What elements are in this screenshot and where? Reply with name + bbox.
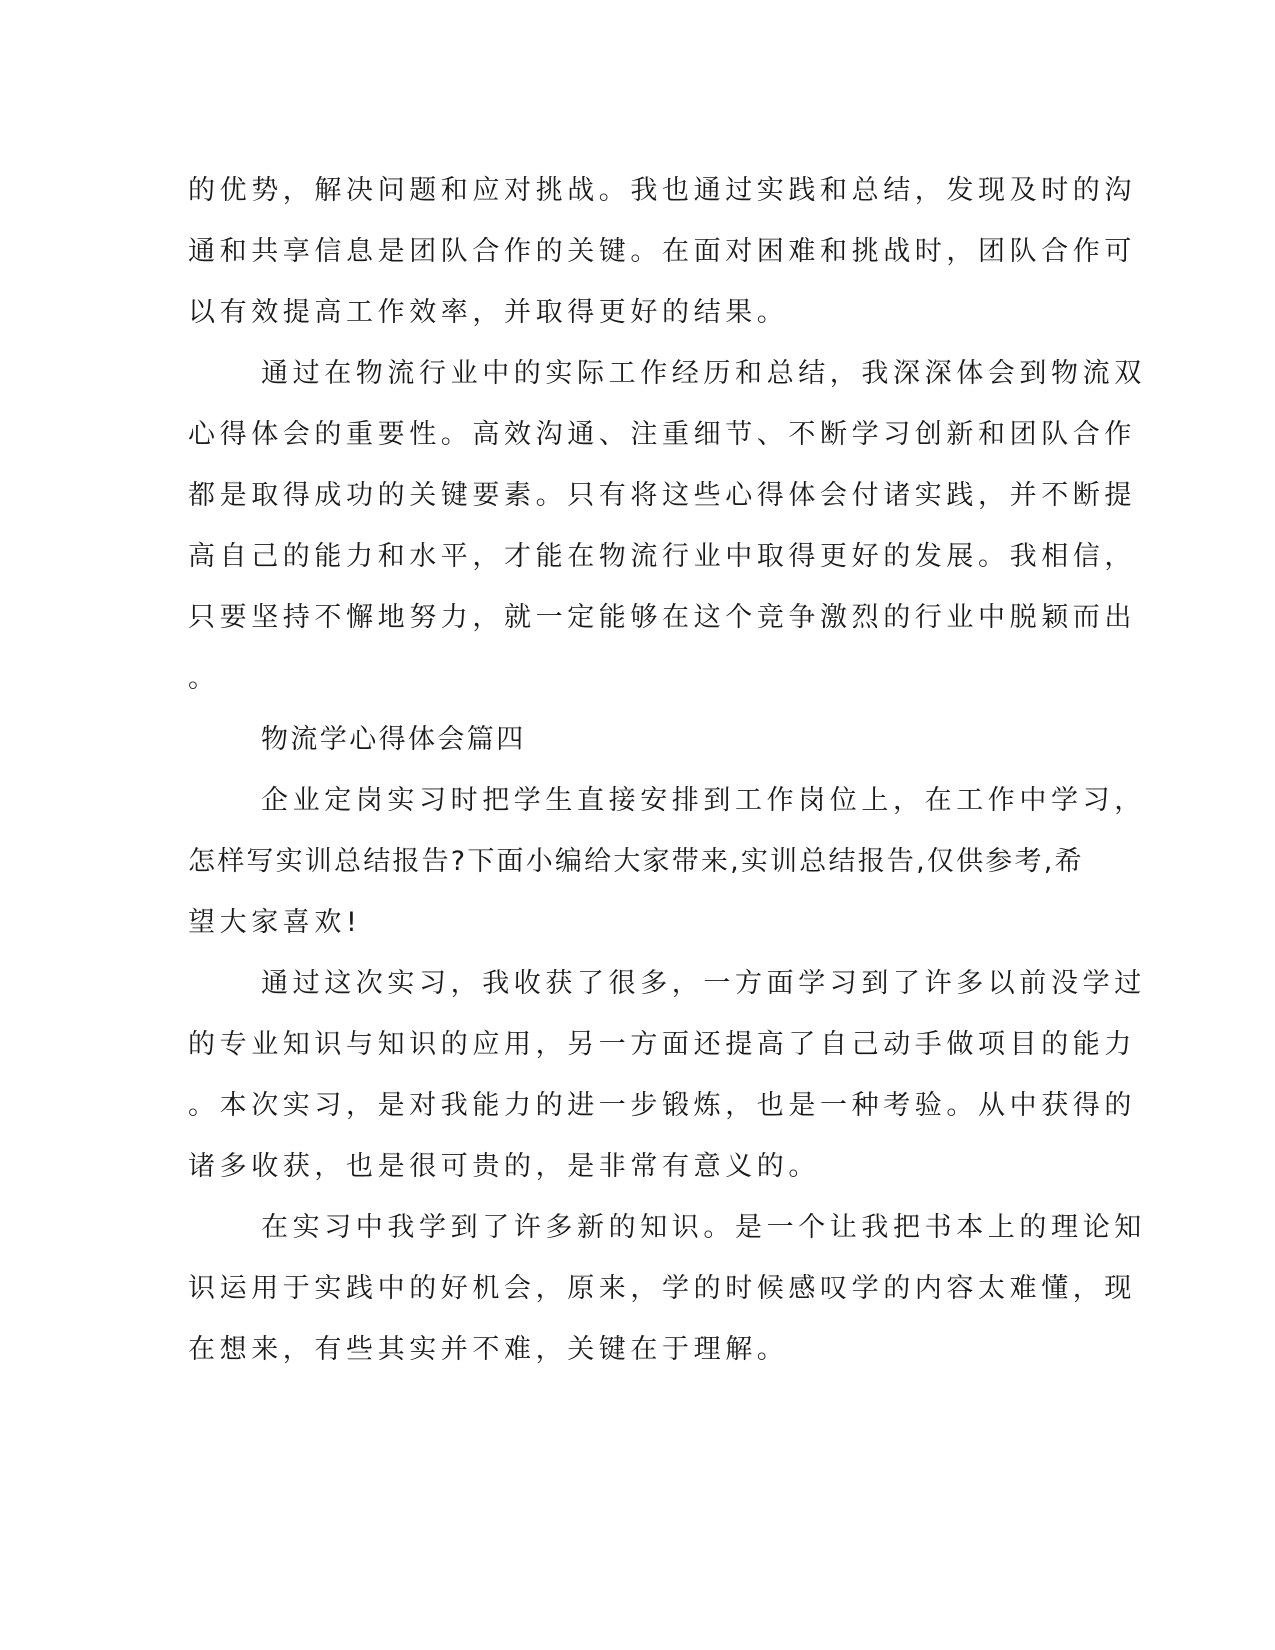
- text-line: 的优势，解决问题和应对挑战。我也通过实践和总结，发现及时的沟: [188, 175, 1136, 206]
- text-line: 都是取得成功的关键要素。只有将这些心得体会付诸实践，并不断提: [188, 480, 1136, 511]
- text-line: 的专业知识与知识的应用，另一方面还提高了自己动手做项目的能力: [188, 1029, 1136, 1060]
- text-line: 高自己的能力和水平，才能在物流行业中取得更好的发展。我相信，: [188, 541, 1136, 572]
- text-line: 。本次实习，是对我能力的进一步锻炼，也是一种考验。从中获得的: [188, 1090, 1136, 1121]
- document-body: [188, 160, 1146, 1380]
- text-line: 在想来，有些其实并不难，关键在于理解。: [188, 1334, 789, 1365]
- text-line: 心得体会的重要性。高效沟通、注重细节、不断学习创新和团队合作: [188, 419, 1136, 450]
- text-line: 怎样写实训总结报告?下面小编给大家带来,实训总结报告,仅供参考,希: [188, 846, 1084, 877]
- text-line: 以有效提高工作效率，并取得更好的结果。: [188, 297, 789, 328]
- text-line: 通和共享信息是团队合作的关键。在面对困难和挑战时，团队合作可: [188, 236, 1136, 267]
- paragraph-start-line: 通过这次实习，我收获了很多，一方面学习到了许多以前没学过: [261, 968, 1146, 999]
- paragraph-start-line: 通过在物流行业中的实际工作经历和总结，我深深体会到物流双: [261, 358, 1146, 389]
- text-line: 诸多收获，也是很可贵的，是非常有意义的。: [188, 1151, 820, 1182]
- text-line: 。: [188, 663, 220, 694]
- section-heading: 物流学心得体会篇四: [261, 724, 526, 755]
- text-line: 望大家喜欢!: [188, 907, 362, 938]
- paragraph-start-line: 企业定岗实习时把学生直接安排到工作岗位上，在工作中学习，: [261, 785, 1146, 816]
- text-line: 只要坚持不懈地努力，就一定能够在这个竞争激烈的行业中脱颖而出: [188, 602, 1136, 633]
- paragraph-start-line: 在实习中我学到了许多新的知识。是一个让我把书本上的理论知: [261, 1212, 1146, 1243]
- text-line: 识运用于实践中的好机会，原来，学的时候感叹学的内容太难懂，现: [188, 1273, 1136, 1304]
